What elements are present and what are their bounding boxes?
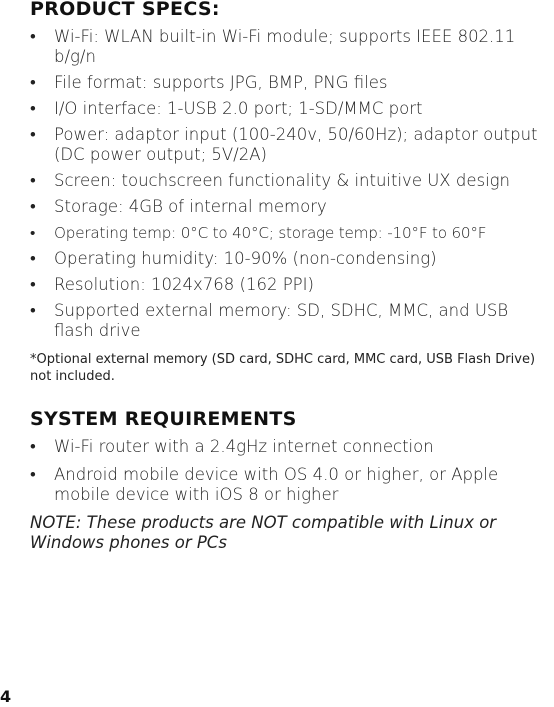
spec-item-humidity [0,249,554,269]
spec-text: File format: supports JPG, BMP, PNG files [54,73,388,92]
spec-text: Screen: touchscreen functionality & intuitive UX design [54,171,511,190]
requirement-item-router [0,437,554,457]
spec-item-io-interface [0,99,554,119]
bullet-icon: • [30,197,36,216]
requirement-item-mobile-device [0,465,554,505]
spec-item-external-memory [0,301,554,341]
spec-text: Wi-Fi: WLAN built-in Wi-Fi module; supports IEEE 802.11 b/g/n [54,27,516,66]
bullet-icon: • [30,465,36,484]
bullet-icon: • [30,73,36,92]
page-number: 4 [0,687,12,706]
product-specs-heading: PRODUCT SPECS: [30,0,220,20]
spec-text: Supported external memory: SD, SDHC, MMC, and USB flash drive [54,301,509,340]
spec-text: Operating humidity: 10-90% (non-condensing) [54,249,437,268]
spec-item-power [0,125,554,165]
spec-item-wifi [0,27,554,67]
bullet-icon: • [30,99,36,118]
system-requirements-list [0,437,554,513]
spec-item-storage [0,197,554,217]
bullet-icon: • [30,171,36,190]
memory-footnote: *Optional external memory (SD card, SDHC card, MMC card, USB Flash Drive) not included. [30,352,536,384]
bullet-icon: • [30,301,36,320]
system-requirements-heading: SYSTEM REQUIREMENTS [30,408,297,430]
compatibility-note: NOTE: These products are NOT compatible with Linux or Windows phones or PCs [30,513,497,552]
bullet-icon: • [30,125,36,144]
spec-text: Resolution: 1024x768 (162 PPI) [54,275,314,294]
spec-text: I/O interface: 1-USB 2.0 port; 1-SD/MMC port [54,99,423,118]
product-specs-list [0,27,554,347]
bullet-icon: • [30,249,36,268]
spec-item-temperature [0,223,554,243]
spec-item-resolution [0,275,554,295]
spec-text: Power: adaptor input (100-240v, 50/60Hz); adaptor output (DC power output; 5V/2A) [54,125,538,164]
bullet-icon: • [30,224,36,242]
spec-text: Storage: 4GB of internal memory [54,197,327,216]
requirement-text: Wi-Fi router with a 2.4gHz internet connection [54,437,434,456]
bullet-icon: • [30,437,36,456]
requirement-text: Android mobile device with OS 4.0 or higher, or Apple mobile device with iOS 8 or higher [54,465,499,504]
spec-item-file-format [0,73,554,93]
bullet-icon: • [30,27,36,46]
bullet-icon: • [30,275,36,294]
spec-item-screen [0,171,554,191]
spec-text: Operating temp: 0°C to 40°C; storage temp: -10°F to 60°F [54,224,487,242]
